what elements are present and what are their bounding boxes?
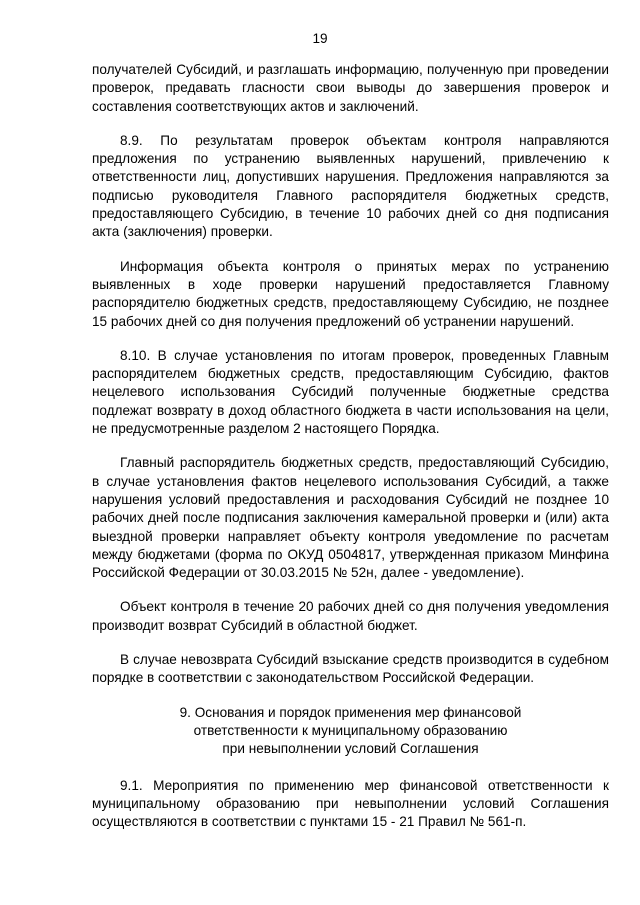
paragraph-notification: Главный распорядитель бюджетных средств, предоставляющий Субсидию, в случае установления фактов нецелевого использования Субсидий, а также нарушения условий предоставления и расходования Субсидий не позднее 10 рабочих дней после подписания заключения камеральной проверки и (или) акта выездной проверки направляет объекту контроля уведомление по расчетам между бюджетами (форма по ОКУД 0504817, утвержденная приказом Минфина Российской Федерации от 30.03.2015 № 52н, далее - уведомление).	[92, 455, 609, 581]
paragraph-control-object-info: Информация объекта контроля о принятых мерах по устранению выявленных в ходе проверки нарушений предоставляется Главному распорядителю бюджетных средств, предоставляющему Субсидию, не позднее 15 рабочих дней со дня получения предложений об устранении нарушений.	[92, 258, 609, 329]
paragraph-continuation: получателей Субсидий, и разглашать информацию, полученную при проведении проверок, предавать гласности свои выводы до завершения проверок и составления соответствующих актов и заключений.	[92, 62, 609, 114]
section-9-heading	[92, 704, 609, 759]
paragraph-8-9: 8.9. По результатам проверок объектам контроля направляются предложения по устранению выявленных нарушений, привлечению к ответственности лиц, допустивших нарушения. Предложения направляются за подписью руководителя Главного распорядителя бюджетных средств, предоставляющего Субсидию, в течение 10 рабочих дней со дня подписания акта (заключения) проверки.	[92, 132, 609, 240]
page-number: 19	[312, 31, 328, 46]
section-heading-line: при невыполнении условий Соглашения	[222, 741, 479, 757]
paragraph-court-recovery: В случае невозврата Субсидий взыскание средств производится в судебном порядке в соответствии с законодательством Российской Федерации.	[92, 652, 609, 686]
section-heading-line: ответственности к муниципальному образованию	[193, 722, 508, 738]
section-heading-line: 9. Основания и порядок применения мер финансовой	[179, 704, 522, 720]
paragraph-8-10: 8.10. В случае установления по итогам проверок, проведенных Главным распорядителем бюджетных средств, предоставляющим Субсидию, фактов нецелевого использования Субсидий полученные бюджетные средства подлежат возврату в доход областного бюджета в части использования на цели, не предусмотренные разделом 2 настоящего Порядка.	[92, 347, 609, 437]
document-body	[92, 61, 609, 847]
paragraph-9-1: 9.1. Мероприятия по применению мер финансовой ответственности к муниципальному образованию при невыполнении условий Соглашения осуществляются в соответствии с пунктами 15 - 21 Правил № 561-п.	[92, 777, 609, 830]
paragraph-refund: Объект контроля в течение 20 рабочих дней со дня получения уведомления производит возврат Субсидий в областной бюджет.	[92, 599, 609, 633]
